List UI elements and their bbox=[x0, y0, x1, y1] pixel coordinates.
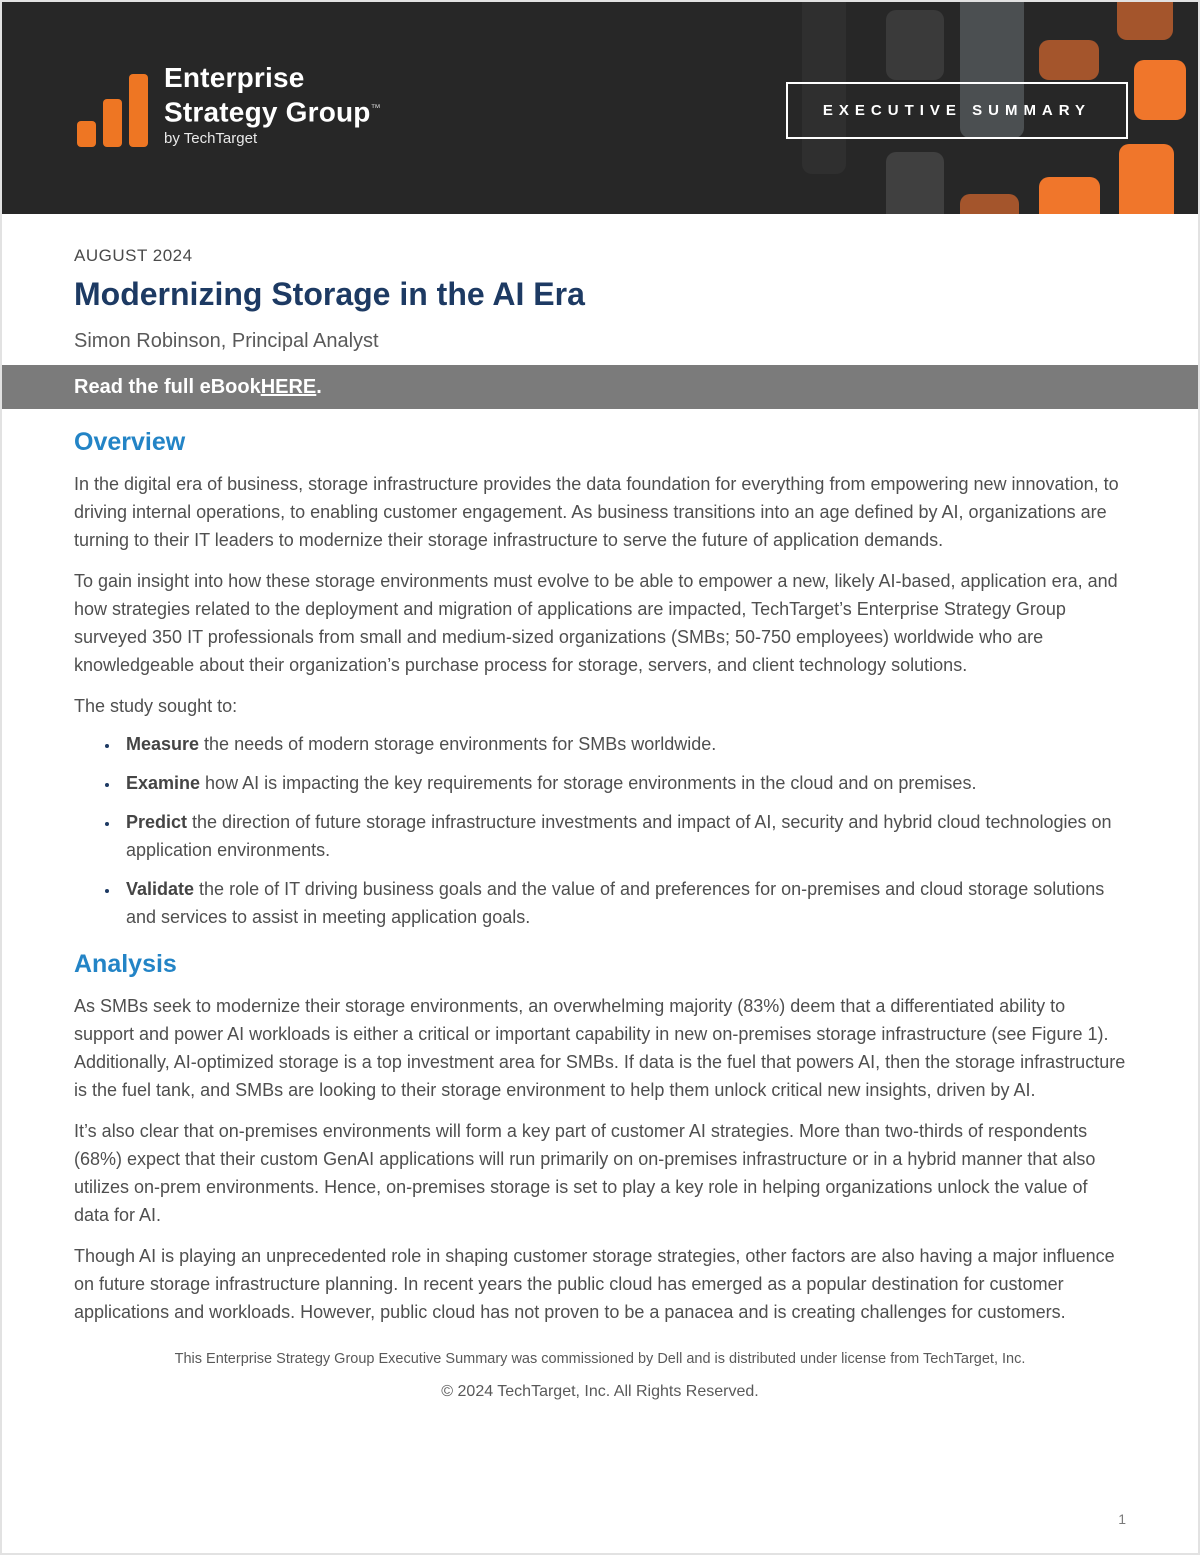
banner-text-prefix: Read the full eBook bbox=[74, 375, 261, 398]
analysis-paragraph-3: Though AI is playing an unprecedented role in shaping customer storage strategies, other factors are also having a major influence on future storage infrastructure planning. In recent years the public cloud has emerged as a popular destination for customer applications and workloads. However, public cloud has not proven to be a panacea and is creating challenges for customers. bbox=[74, 1246, 1115, 1322]
esg-logo bbox=[77, 62, 381, 147]
trademark-symbol: ™ bbox=[370, 103, 381, 114]
logo-bar-small bbox=[77, 121, 96, 147]
bullet-lead: Measure bbox=[126, 734, 200, 754]
decor-rect-brown bbox=[1039, 40, 1099, 80]
bullet-text: the direction of future storage infrastructure investments and impact of AI, security and hybrid cloud technologies on application environments. bbox=[126, 812, 1112, 860]
copyright-line: © 2024 TechTarget, Inc. All Rights Reserved. bbox=[441, 1383, 759, 1400]
author-line: Simon Robinson, Principal Analyst bbox=[74, 330, 379, 352]
bullet-text: how AI is impacting the key requirements for storage environments in the cloud and on premises. bbox=[200, 773, 977, 793]
list-item bbox=[120, 808, 1126, 864]
document-body bbox=[2, 427, 1198, 1402]
logo-bar-chart-icon bbox=[77, 74, 148, 147]
logo-line1: Enterprise bbox=[164, 62, 305, 93]
decor-rect-orange bbox=[1039, 177, 1100, 214]
decor-rect-gray bbox=[886, 10, 944, 80]
title-block bbox=[2, 214, 1198, 353]
header-banner bbox=[2, 2, 1198, 214]
overview-heading: Overview bbox=[74, 428, 186, 456]
page-footer bbox=[74, 1350, 1126, 1402]
decor-rect-orange bbox=[1119, 144, 1174, 214]
ebook-link-banner bbox=[2, 365, 1198, 409]
analysis-paragraph-1: As SMBs seek to modernize their storage environments, an overwhelming majority (83%) deem that a differentiated ability to support and power AI workloads is either a critical or important capability in new on-premises storage infrastructure (see Figure 1). Additionally, AI-optimized storage is a top investment area for SMBs. If data is the fuel that powers AI, then the storage infrastructure is the fuel tank, and SMBs are looking to their storage environment to help them unlock critical new insights, driven by AI. bbox=[74, 996, 1126, 1100]
analysis-paragraph-2: It’s also clear that on-premises environments will form a key part of customer AI strategies. More than two-thirds of respondents (68%) expect that their custom GenAI applications will run primarily on on-premises infrastructure or in a hybrid manner that also utilizes on-prem environments. Hence, on-premises storage is set to play a key role in helping organizations unlock the value of data for AI. bbox=[74, 1121, 1096, 1225]
decor-rect-gray bbox=[886, 152, 944, 214]
logo-line2: Strategy Group™ bbox=[164, 96, 381, 128]
bullet-text: the needs of modern storage environments for SMBs worldwide. bbox=[199, 734, 717, 754]
bullet-text: the role of IT driving business goals and the value of and preferences for on-premises and cloud storage solutions and services to assist in meeting application goals. bbox=[126, 879, 1105, 927]
ebook-here-link[interactable]: HERE bbox=[260, 375, 317, 398]
overview-paragraph-1: In the digital era of business, storage infrastructure provides the data foundation for everything from empowering new innovation, to driving internal operations, to enabling customer engagement. As business transitions into an age defined by AI, organizations are turning to their IT leaders to modernize their storage infrastructure to serve the future of application demands. bbox=[74, 474, 1119, 550]
publication-date: AUGUST 2024 bbox=[74, 246, 193, 265]
executive-summary-badge: EXECUTIVE SUMMARY bbox=[786, 82, 1128, 139]
bullet-lead: Examine bbox=[126, 773, 201, 793]
commission-note: This Enterprise Strategy Group Executive Summary was commissioned by Dell and is distributed under license from TechTarget, Inc. bbox=[174, 1351, 1026, 1367]
list-item bbox=[120, 769, 1126, 797]
banner-text-suffix: . bbox=[316, 375, 322, 398]
page-number: 1 bbox=[1118, 1511, 1126, 1527]
logo-bar-large bbox=[129, 74, 148, 147]
list-item bbox=[120, 875, 1126, 931]
bullet-lead: Predict bbox=[126, 812, 188, 832]
logo-wordmark bbox=[164, 62, 381, 147]
bullet-lead: Validate bbox=[126, 879, 195, 899]
page-title: Modernizing Storage in the AI Era bbox=[74, 276, 585, 312]
analysis-heading: Analysis bbox=[74, 950, 177, 978]
decor-rect-brown bbox=[1117, 2, 1173, 40]
decor-rect-brown bbox=[960, 194, 1019, 214]
logo-byline: by TechTarget bbox=[164, 130, 258, 148]
list-item bbox=[120, 730, 1126, 758]
decor-rect-orange bbox=[1134, 60, 1186, 120]
overview-paragraph-2: To gain insight into how these storage environments must evolve to be able to empower a new, likely AI-based, application era, and how strategies related to the deployment and migration of applications are impacted, TechTarget’s Enterprise Strategy Group surveyed 350 IT professionals from small and medium-sized organizations (SMBs; 50-750 employees) worldwide who are knowledgeable about their organization’s purchase process for storage, servers, and client technology solutions. bbox=[74, 571, 1118, 675]
overview-lead-in: The study sought to: bbox=[74, 696, 238, 716]
logo-bar-medium bbox=[103, 99, 122, 147]
study-goals-list bbox=[74, 730, 1126, 931]
